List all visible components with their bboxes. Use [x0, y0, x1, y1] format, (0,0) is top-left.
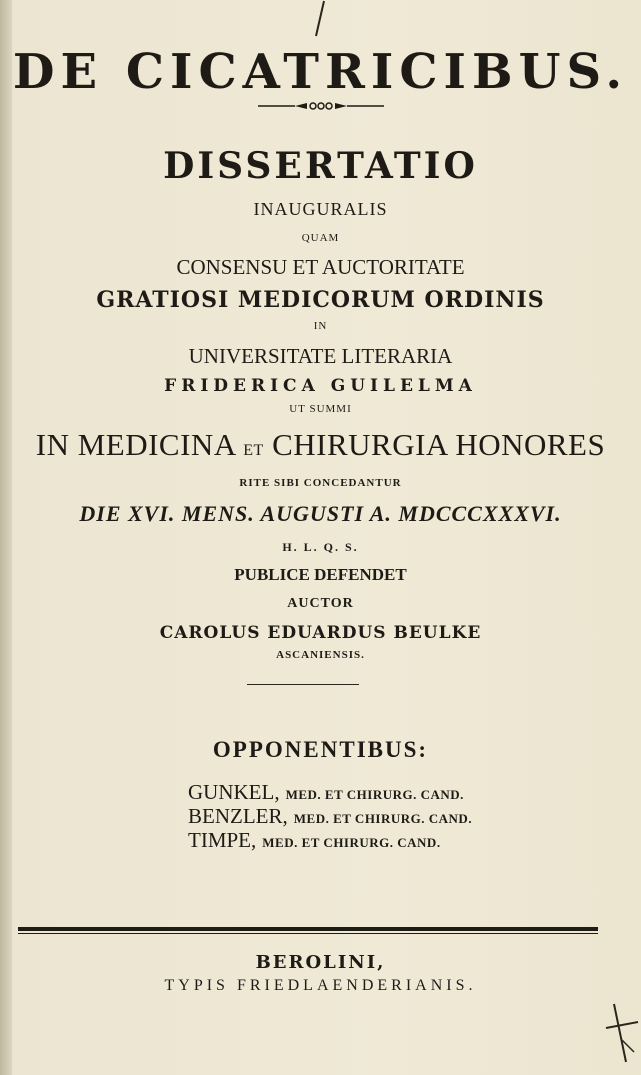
short-rule	[247, 684, 359, 685]
opponent-degree: MED. ET CHIRURG. CAND.	[293, 811, 473, 826]
honores-part2: CHIRURGIA HONORES	[263, 427, 606, 462]
auctor-line: AUCTOR	[287, 596, 354, 611]
honores-et: ET	[243, 442, 264, 459]
thick-rule	[18, 927, 598, 931]
quam-line: QUAM	[301, 232, 340, 244]
pen-mark-corner	[604, 1000, 640, 1070]
list-item	[188, 780, 608, 804]
fridericia-line: FRIDERICA GUILELMA	[164, 376, 477, 396]
imprint-city: BEROLINI,	[255, 952, 386, 973]
inauguralis-line: INAUGURALIS	[253, 199, 388, 219]
list-item	[188, 804, 608, 828]
hlqs-line: H. L. Q. S.	[282, 540, 359, 554]
double-rule	[18, 927, 598, 937]
ordinis-line: GRATIOSI MEDICORUM ORDINIS	[96, 287, 545, 313]
dissertation-title: DE CICATRICIBUS.	[12, 44, 629, 100]
author-origin: ASCANIENSIS.	[276, 649, 365, 661]
in-line: IN	[313, 320, 328, 332]
author-name: CAROLUS EDUARDUS BEULKE	[159, 623, 482, 643]
list-item	[188, 828, 608, 852]
consensu-line: CONSENSU ET AUCTORITATE	[176, 255, 465, 279]
pen-mark-top	[308, 0, 330, 40]
honores-part1: IN MEDICINA	[35, 427, 244, 462]
opponent-name: BENZLER,	[188, 804, 288, 828]
imprint-printer: TYPIS FRIEDLAENDERIANIS.	[164, 977, 477, 994]
universitate-line: UNIVERSITATE LITERARIA	[188, 344, 453, 368]
opponent-name: GUNKEL,	[188, 780, 280, 804]
opponent-degree: MED. ET CHIRURG. CAND.	[262, 835, 441, 850]
honores-line	[0, 429, 641, 460]
thin-rule	[18, 933, 598, 934]
rite-line: RITE SIBI CONCEDANTUR	[239, 477, 402, 489]
opponent-name: TIMPE,	[188, 828, 257, 852]
publice-line: PUBLICE DEFENDET	[234, 565, 407, 584]
date-line: DIE XVI. MENS. AUGUSTI A. MDCCCXXXVI.	[79, 501, 562, 526]
ornament-divider	[0, 100, 641, 112]
opponentibus-heading: OPPONENTIBUS:	[212, 737, 429, 762]
opponent-degree: MED. ET CHIRURG. CAND.	[285, 787, 464, 802]
ut-summi-line: UT SUMMI	[289, 403, 352, 415]
genre-heading: DISSERTATIO	[163, 145, 478, 187]
opponents-list	[188, 780, 608, 852]
